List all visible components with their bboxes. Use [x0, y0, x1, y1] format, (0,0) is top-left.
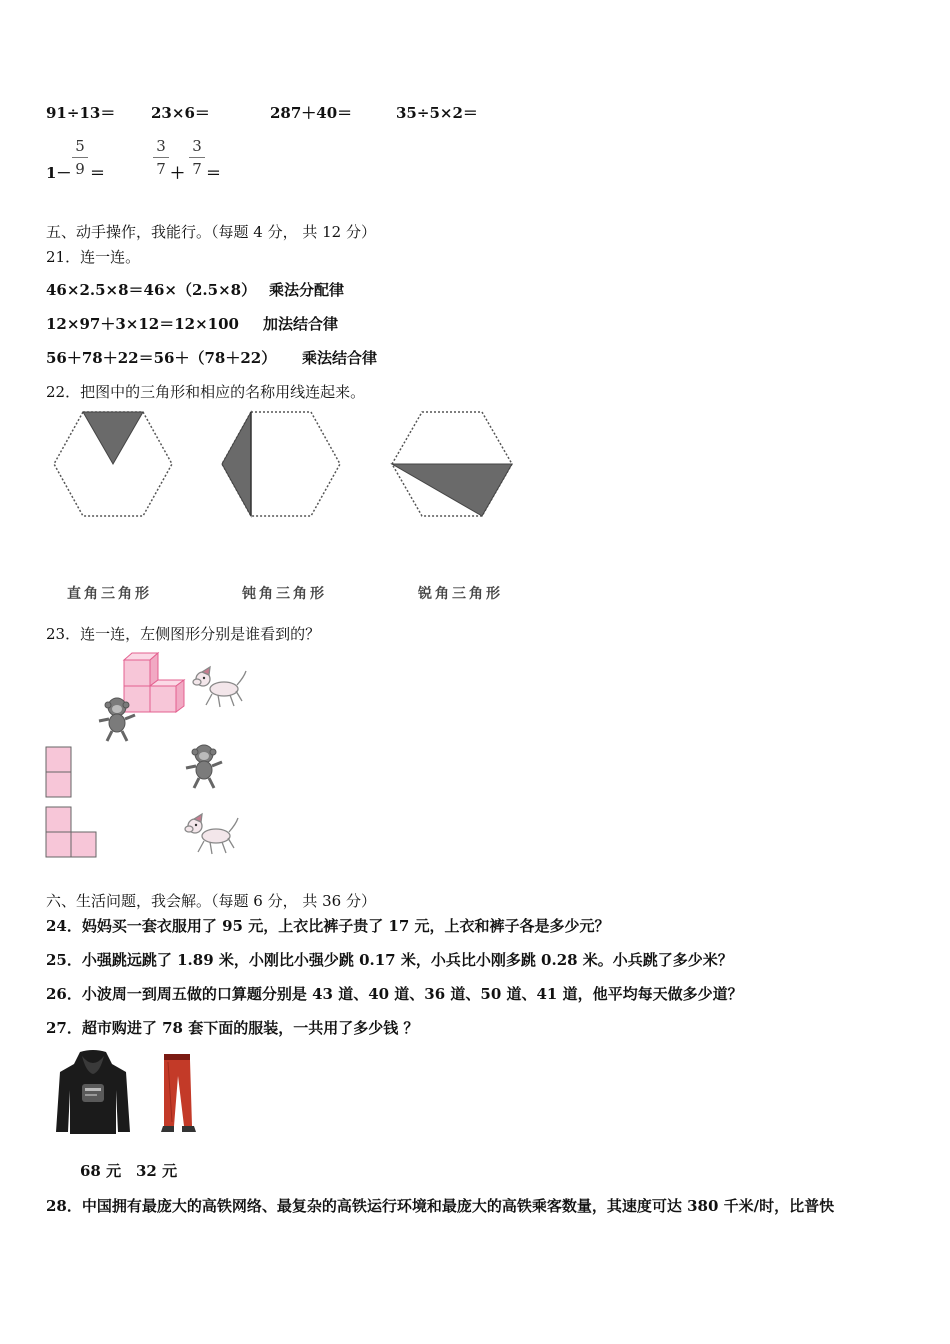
fraction-5-9: [72, 137, 88, 178]
q21-law-2: 加法结合律: [263, 315, 339, 333]
fraction-numerator: 3: [192, 137, 202, 155]
view-l-shape: [45, 806, 99, 860]
fraction-3-7-b: [189, 137, 205, 178]
hexagon-right-triangle: [52, 410, 174, 518]
triangle-name-right: 直角三角形: [67, 586, 152, 602]
calc-item-2: 23×6＝: [151, 104, 210, 122]
fraction-3-7-a: [153, 137, 169, 178]
q28-text: 28．中国拥有最庞大的高铁网络、最复杂的高铁运行环境和最庞大的高铁乘客数量，其速度可达 380 千米/时，比普快: [46, 1197, 835, 1215]
fraction-denominator: 7: [192, 160, 202, 178]
dog-icon: [190, 665, 248, 711]
q21-law-3: 乘法结合律: [302, 349, 378, 367]
hoodie-image: [54, 1050, 132, 1134]
section5-title: 五、动手操作，我能行。（每题 4 分， 共 12 分）: [46, 223, 376, 241]
frac-a-prefix: 1－: [46, 164, 72, 182]
price-hoodie: 68 元: [80, 1162, 122, 1180]
section6-title: 六、生活问题，我会解。（每题 6 分， 共 36 分）: [46, 892, 376, 910]
q22-label: 22．把图中的三角形和相应的名称用线连起来。: [46, 383, 366, 401]
hexagon-acute-triangle: [390, 410, 514, 518]
q24-text: 24．妈妈买一套衣服用了 95 元，上衣比裤子贵了 17 元，上衣和裤子各是多少元？: [46, 917, 610, 935]
fraction-denominator: 7: [156, 160, 166, 178]
calc-item-3: 287＋40＝: [270, 104, 353, 122]
triangle-name-obtuse: 钝角三角形: [242, 586, 327, 602]
q21-expr-1: 46×2.5×8＝46×（2.5×8）: [46, 281, 257, 299]
q21-law-1: 乘法分配律: [269, 281, 345, 299]
hexagon-obtuse-triangle: [220, 410, 342, 518]
q26-text: 26．小波周一到周五做的口算题分别是 43 道、40 道、36 道、50 道、41 道，他平均每天做多少道？: [46, 985, 743, 1003]
calc-item-4: 35÷5×2＝: [396, 104, 478, 122]
frac-a-suffix: ＝: [90, 164, 106, 182]
q21-expr-2: 12×97＋3×12＝12×100: [46, 315, 239, 333]
price-pants: 32 元: [136, 1162, 178, 1180]
triangle-name-acute: 锐角三角形: [418, 586, 503, 602]
frac-b-op: ＋: [170, 164, 186, 182]
fraction-numerator: 5: [75, 137, 85, 155]
q21-expr-3: 56＋78＋22＝56＋（78＋22）: [46, 349, 277, 367]
dog-icon: [182, 812, 240, 858]
q21-label: 21．连一连。: [46, 248, 141, 266]
monkey-icon: [182, 742, 226, 790]
frac-b-suffix: ＝: [206, 164, 222, 182]
q27-text: 27．超市购进了 78 套下面的服装，一共用了多少钱 ？: [46, 1019, 419, 1037]
q25-text: 25．小强跳远跳了 1.89 米，小刚比小强少跳 0.17 米，小兵比小刚多跳 0.28 米。小兵跳了多少米？: [46, 951, 733, 969]
pants-image: [158, 1052, 198, 1134]
fraction-numerator: 3: [156, 137, 166, 155]
calc-item-1: 91÷13＝: [46, 104, 116, 122]
monkey-icon: [95, 695, 139, 743]
q23-label: 23．连一连，左侧图形分别是谁看到的？: [46, 625, 321, 643]
fraction-denominator: 9: [75, 160, 85, 178]
view-two-stacked: [45, 746, 73, 800]
